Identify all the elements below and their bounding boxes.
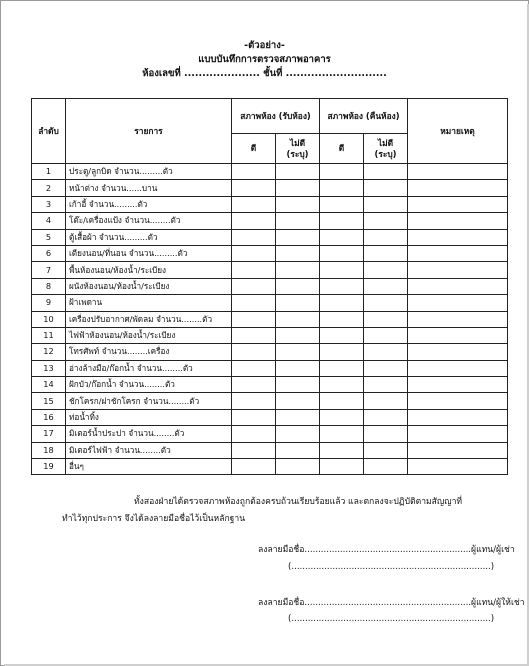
row-number: 13 (32, 360, 66, 376)
table-row (32, 442, 508, 458)
row-item: ประตู/ลูกบิด จำนวน.........ตัว (66, 164, 232, 180)
cell-checkout-bad (364, 196, 408, 212)
cell-remark (408, 196, 508, 212)
row-item: มิเตอร์ไฟฟ้า จำนวน........ตัว (66, 442, 232, 458)
tenant-signature-line: ลงลายมือชื่อ.............................................................ผู้แทน/ผู้เช่า (258, 545, 515, 555)
cell-checkout-bad (364, 311, 408, 327)
row-item: อื่นๆ (66, 459, 232, 475)
cell-checkout-bad (364, 245, 408, 261)
row-number: 12 (32, 344, 66, 360)
cell-remark (408, 311, 508, 327)
row-number: 15 (32, 393, 66, 409)
table-row (32, 327, 508, 343)
cell-checkout-good (320, 229, 364, 245)
cell-checkin-bad (276, 377, 320, 393)
row-number: 3 (32, 196, 66, 212)
cell-remark (408, 295, 508, 311)
sample-label: -ตัวอย่าง- (244, 40, 285, 51)
row-item: เตียงนอน/ที่นอน จำนวน.........ตัว (66, 245, 232, 261)
cell-checkin-good (232, 196, 276, 212)
cell-checkout-good (320, 377, 364, 393)
row-number: 9 (32, 295, 66, 311)
cell-checkin-bad (276, 278, 320, 294)
cell-checkin-good (232, 278, 276, 294)
cell-checkout-good (320, 278, 364, 294)
cell-checkin-bad (276, 164, 320, 180)
cell-remark (408, 377, 508, 393)
header-item: รายการ (66, 99, 232, 164)
row-number: 16 (32, 409, 66, 425)
cell-checkout-good (320, 213, 364, 229)
cell-checkin-bad (276, 409, 320, 425)
cell-checkout-good (320, 327, 364, 343)
row-item: โทรศัพท์ จำนวน........เครื่อง (66, 344, 232, 360)
cell-checkin-good (232, 229, 276, 245)
cell-remark (408, 327, 508, 343)
form-title: แบบบันทึกการตรวจสภาพอาคาร (198, 54, 331, 65)
cell-checkin-good (232, 327, 276, 343)
row-item: ท่อน้ำทิ้ง (66, 409, 232, 425)
table-row (32, 164, 508, 180)
cell-checkout-bad (364, 459, 408, 475)
row-number: 6 (32, 245, 66, 261)
row-number: 4 (32, 213, 66, 229)
cell-checkout-good (320, 311, 364, 327)
table-row (32, 196, 508, 212)
header-no: ลำดับ (32, 99, 66, 164)
cell-checkout-good (320, 180, 364, 196)
row-item: ผนังห้องนอน/ห้องน้ำ/ระเบียง (66, 278, 232, 294)
cell-remark (408, 442, 508, 458)
table-row (32, 245, 508, 261)
row-number: 17 (32, 426, 66, 442)
table-row (32, 295, 508, 311)
row-number: 8 (32, 278, 66, 294)
cell-checkout-bad (364, 344, 408, 360)
cell-checkin-bad (276, 213, 320, 229)
cell-checkout-good (320, 393, 364, 409)
cell-checkout-bad (364, 327, 408, 343)
cell-checkin-good (232, 459, 276, 475)
row-item: ชักโครก/ฝาชักโครก จำนวน........ตัว (66, 393, 232, 409)
row-number: 14 (32, 377, 66, 393)
row-item: ฝักบัว/ก๊อกน้ำ จำนวน........ตัว (66, 377, 232, 393)
header-checkout-good: ดี (320, 134, 364, 164)
cell-checkin-good (232, 442, 276, 458)
room-floor-line: ห้องเลขที่ ..................... ชั้นที่ ............................ (142, 68, 387, 79)
cell-checkin-bad (276, 295, 320, 311)
cell-checkin-good (232, 295, 276, 311)
row-item: พื้นห้องนอน/ห้องน้ำ/ระเบียง (66, 262, 232, 278)
table-row (32, 459, 508, 475)
cell-checkin-good (232, 213, 276, 229)
table-row (32, 426, 508, 442)
cell-checkout-bad (364, 229, 408, 245)
cell-checkout-bad (364, 426, 408, 442)
cell-remark (408, 164, 508, 180)
cell-checkout-bad (364, 377, 408, 393)
table-body (32, 164, 508, 475)
agreement-paragraph-line1: ทั้งสองฝ่ายได้ตรวจสภาพห้องถูกต้องครบถ้วนเรียบร้อยแล้ว และตกลงจะปฏิบัติตามสัญญาที่ (134, 497, 463, 507)
row-number: 18 (32, 442, 66, 458)
cell-checkin-bad (276, 344, 320, 360)
header-remark: หมายเหตุ (408, 99, 508, 164)
cell-checkout-good (320, 442, 364, 458)
cell-remark (408, 278, 508, 294)
cell-checkout-good (320, 196, 364, 212)
cell-remark (408, 409, 508, 425)
cell-checkin-good (232, 393, 276, 409)
table-row (32, 393, 508, 409)
table-row (32, 409, 508, 425)
cell-checkin-bad (276, 442, 320, 458)
landlord-signature-line: ลงลายมือชื่อ.............................................................ผู้แทน/ผู้ให้เช่า (258, 598, 525, 608)
table-row (32, 311, 508, 327)
header-checkout: สภาพห้อง (คืนห้อง) (320, 99, 408, 134)
cell-checkout-good (320, 459, 364, 475)
row-item: เก้าอี้ จำนวน.........ตัว (66, 196, 232, 212)
cell-remark (408, 426, 508, 442)
header-bad-line2: (ระบุ) (374, 148, 397, 159)
header-checkin-good: ดี (232, 134, 276, 164)
cell-checkout-good (320, 245, 364, 261)
cell-checkout-good (320, 344, 364, 360)
tenant-name-line: (.........................................................................) (288, 562, 495, 572)
cell-remark (408, 229, 508, 245)
header-checkin-bad (276, 134, 320, 164)
header-bad-line1: ไม่ดี (289, 137, 306, 148)
cell-checkout-bad (364, 180, 408, 196)
cell-checkout-good (320, 262, 364, 278)
landlord-name-line: (.........................................................................) (288, 614, 495, 624)
table-row (32, 213, 508, 229)
row-number: 1 (32, 164, 66, 180)
row-number: 11 (32, 327, 66, 343)
cell-checkin-bad (276, 360, 320, 376)
header-checkin: สภาพห้อง (รับห้อง) (232, 99, 320, 134)
cell-checkout-good (320, 360, 364, 376)
cell-remark (408, 393, 508, 409)
cell-checkout-bad (364, 262, 408, 278)
cell-checkin-bad (276, 327, 320, 343)
cell-checkout-good (320, 409, 364, 425)
cell-checkout-bad (364, 295, 408, 311)
cell-checkout-bad (364, 164, 408, 180)
row-item: มิเตอร์น้ำประปา จำนวน........ตัว (66, 426, 232, 442)
cell-checkin-bad (276, 229, 320, 245)
cell-checkin-bad (276, 459, 320, 475)
row-item: ไฟฟ้าห้องนอน/ห้องน้ำ/ระเบียง (66, 327, 232, 343)
row-item: เครื่องปรับอากาศ/พัดลม จำนวน........ตัว (66, 311, 232, 327)
table-row (32, 278, 508, 294)
cell-checkin-good (232, 164, 276, 180)
cell-checkout-bad (364, 360, 408, 376)
cell-checkin-good (232, 262, 276, 278)
cell-checkin-bad (276, 393, 320, 409)
cell-checkin-bad (276, 196, 320, 212)
cell-remark (408, 459, 508, 475)
cell-checkout-good (320, 295, 364, 311)
header-bad-line2: (ระบุ) (286, 148, 309, 159)
cell-checkin-bad (276, 426, 320, 442)
inspection-table (31, 98, 508, 475)
cell-checkout-good (320, 164, 364, 180)
row-item: ตู้เสื้อผ้า จำนวน.........ตัว (66, 229, 232, 245)
cell-remark (408, 180, 508, 196)
table-row (32, 229, 508, 245)
table-row (32, 377, 508, 393)
cell-checkin-bad (276, 180, 320, 196)
cell-checkin-good (232, 426, 276, 442)
row-item: ฝ้าเพดาน (66, 295, 232, 311)
cell-checkin-good (232, 409, 276, 425)
cell-checkin-good (232, 344, 276, 360)
cell-remark (408, 245, 508, 261)
cell-remark (408, 262, 508, 278)
cell-checkin-bad (276, 311, 320, 327)
row-item: โต๊ะ/เครื่องแป้ง จำนวน........ตัว (66, 213, 232, 229)
cell-checkout-bad (364, 442, 408, 458)
cell-checkin-good (232, 245, 276, 261)
table-row (32, 262, 508, 278)
cell-checkin-bad (276, 262, 320, 278)
cell-checkout-good (320, 426, 364, 442)
cell-checkin-good (232, 311, 276, 327)
cell-checkout-bad (364, 393, 408, 409)
row-item: หน้าต่าง จำนวน......บาน (66, 180, 232, 196)
row-number: 7 (32, 262, 66, 278)
cell-checkout-bad (364, 213, 408, 229)
cell-remark (408, 213, 508, 229)
table-row (32, 344, 508, 360)
table-row (32, 180, 508, 196)
cell-checkin-good (232, 360, 276, 376)
cell-remark (408, 344, 508, 360)
cell-checkin-good (232, 180, 276, 196)
row-number: 19 (32, 459, 66, 475)
header-checkout-bad (364, 134, 408, 164)
cell-remark (408, 360, 508, 376)
cell-checkin-bad (276, 245, 320, 261)
row-number: 10 (32, 311, 66, 327)
row-item: อ่างล้างมือ/ก๊อกน้ำ จำนวน........ตัว (66, 360, 232, 376)
row-number: 5 (32, 229, 66, 245)
cell-checkin-good (232, 377, 276, 393)
table-row (32, 360, 508, 376)
agreement-paragraph-line2: ทำไว้ทุกประการ จึงได้ลงลายมือชื่อไว้เป็นหลักฐาน (62, 514, 246, 524)
cell-checkout-bad (364, 278, 408, 294)
header-bad-line1: ไม่ดี (377, 137, 394, 148)
cell-checkout-bad (364, 409, 408, 425)
row-number: 2 (32, 180, 66, 196)
